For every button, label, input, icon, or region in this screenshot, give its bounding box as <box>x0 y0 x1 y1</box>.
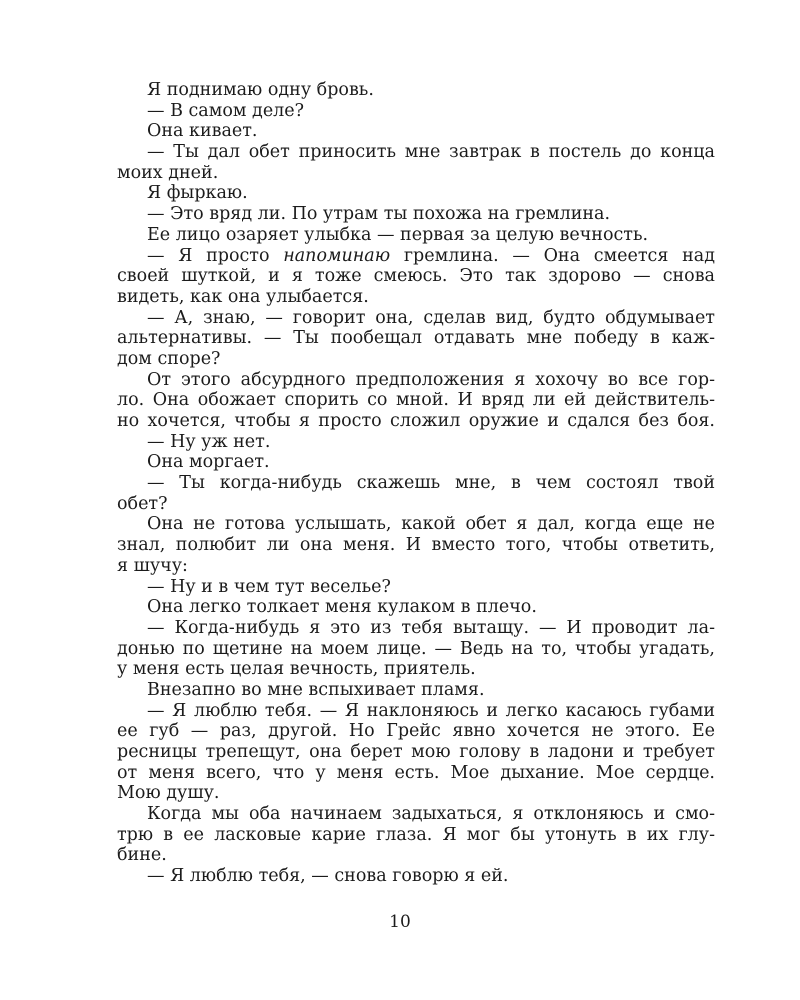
text-line <box>147 246 715 267</box>
text-line: Я поднимаю одну бровь. <box>147 80 374 100</box>
text-line: Она моргает. <box>147 452 270 473</box>
text-line: бине. <box>117 845 167 866</box>
text-line: Она не готова услышать, какой обет я дал, когда еще не <box>147 514 715 535</box>
text-line: от меня всего, что у меня есть. Мое дыхание. Мое сердце. <box>117 762 715 783</box>
text-line: у меня есть целая вечность, приятель. <box>117 659 476 680</box>
text-segment: — Я просто <box>147 245 284 266</box>
text-line: — Ну и в чем тут веселье? <box>147 576 391 597</box>
text-line: — А, знаю, — говорит она, сделав вид, будто обдумывает <box>147 307 715 328</box>
text-line: Внезапно во мне вспыхивает пламя. <box>147 679 485 700</box>
text-line: моих дней. <box>117 162 219 183</box>
text-line: — Я люблю тебя. — Я наклоняюсь и легко касаюсь губами <box>147 700 715 721</box>
page-number: 10 <box>389 912 411 932</box>
text-line: ресницы трепещут, она берет мою голову в ладони и требует <box>117 742 715 762</box>
text-line: От этого абсурдного предположения я хохочу во все гор- <box>147 369 715 390</box>
text-line: трю в ее ласковые карие глаза. Я мог бы утонуть в их глу- <box>117 824 715 845</box>
text-line: — Ну уж нет. <box>147 431 271 452</box>
text-line: обет? <box>117 493 168 514</box>
text-line: но хочется, чтобы я просто сложил оружие и сдался без боя. <box>117 411 715 431</box>
text-line: Мою душу. <box>117 783 220 804</box>
text-line: альтернативы. — Ты пообещал отдавать мне победу в каж- <box>117 328 715 349</box>
text-line: — В самом деле? <box>147 100 305 121</box>
text-line: Когда мы оба начинаем задыхаться, я отклоняюсь и смо- <box>147 804 715 825</box>
text-line: Ее лицо озаряет улыбка — первая за целую вечность. <box>147 224 649 245</box>
italic-word: напоминаю <box>283 245 391 266</box>
text-line: — Когда-нибудь я это из тебя вытащу. — И проводит ла- <box>147 617 715 638</box>
text-line: донью по щетине на моем лице. — Ведь на то, чтобы угадать, <box>117 638 715 659</box>
text-line: я шучу: <box>117 555 188 576</box>
text-line: — Я люблю тебя, — снова говорю я ей. <box>147 866 509 887</box>
text-line: знал, полюбит ли она меня. И вместо того, чтобы ответить, <box>117 535 715 556</box>
text-line: видеть, как она улыбается. <box>117 286 369 307</box>
text-line: Она кивает. <box>147 121 258 142</box>
text-line: ее губ — раз, другой. Но Грейс явно хочется не этого. Ее <box>117 721 715 742</box>
text-line: — Это вряд ли. По утрам ты похожа на гремлина. <box>147 204 611 225</box>
text-line: — Ты когда-нибудь скажешь мне, в чем состоял твой <box>147 473 715 494</box>
text-line: Она легко толкает меня кулаком в плечо. <box>147 597 537 618</box>
body-text <box>117 80 715 887</box>
text-line: Я фыркаю. <box>147 183 248 204</box>
text-line: дом споре? <box>117 348 221 369</box>
text-line: своей шуткой, и я тоже смеюсь. Это так здорово — снова <box>117 266 715 287</box>
text-line: ло. Она обожает спорить со мной. И вряд ли ей действитель- <box>117 390 715 411</box>
text-segment: гремлина. — Она смеется над <box>390 245 715 266</box>
text-line: — Ты дал обет приносить мне завтрак в постель до конца <box>147 142 715 163</box>
